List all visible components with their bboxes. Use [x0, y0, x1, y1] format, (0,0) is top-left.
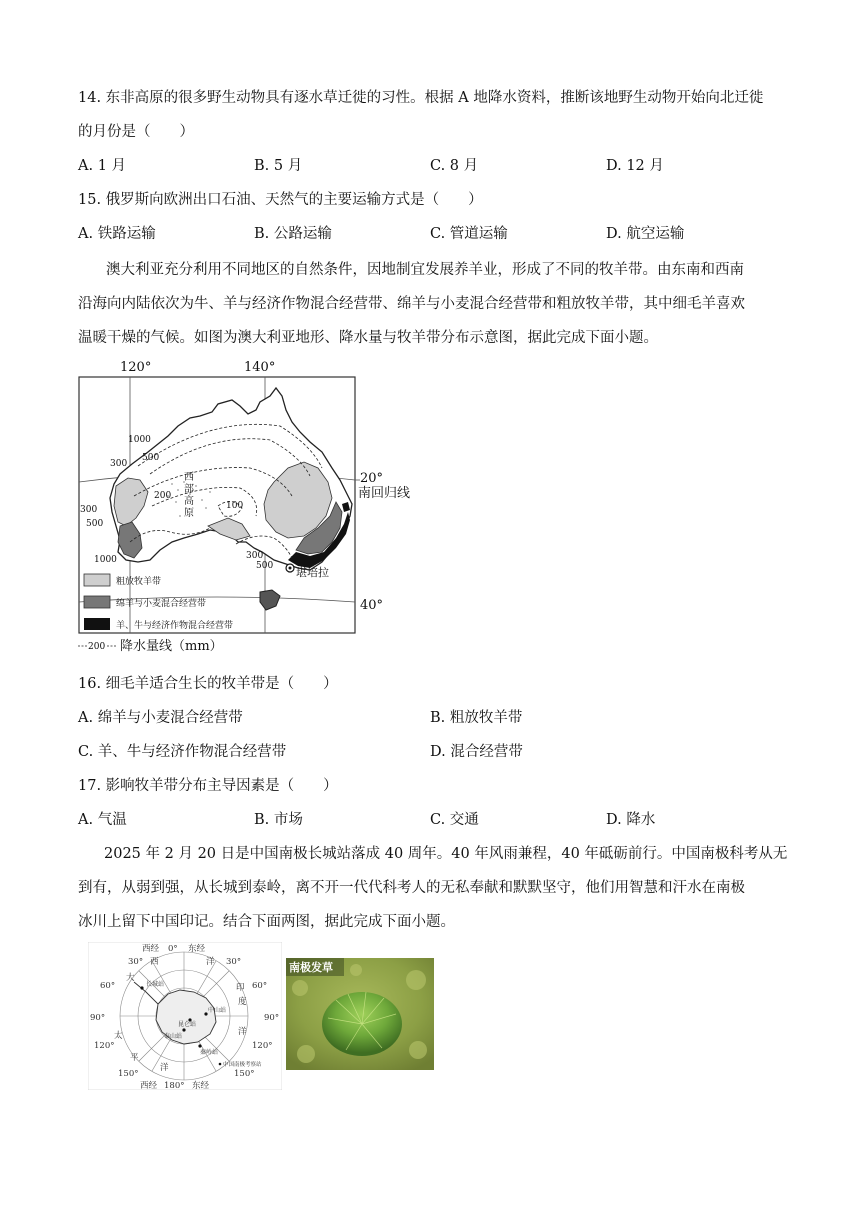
legend-sheep-wheat-label: 绵羊与小麦混合经营带 [116, 599, 207, 609]
polar-lon-label: 60° [252, 981, 268, 991]
q14-option-c[interactable]: C. 8 月 [430, 158, 479, 174]
ocean-char: 洋 [238, 1027, 247, 1037]
station-label: 泰山站 [164, 1033, 183, 1040]
legend-swatch-extensive [84, 574, 110, 586]
antarctica-polar-map [88, 942, 282, 1090]
isohyet-label: 1000 [128, 435, 151, 445]
q14-option-b[interactable]: B. 5 月 [254, 158, 303, 174]
q16-option-b[interactable]: B. 粗放牧羊带 [430, 710, 523, 726]
station-legend-label: 中国南极考察站 [223, 1062, 262, 1068]
isohyet-legend-sample: 200 [88, 642, 106, 652]
station-label: 中山站 [208, 1007, 227, 1014]
polar-lon-label: 30° [226, 957, 242, 967]
isohyet-label: 500 [142, 453, 160, 463]
polar-lon-label: 150° [234, 1069, 255, 1079]
legend-extensive-label: 粗放牧羊带 [116, 577, 162, 587]
q17-option-b[interactable]: B. 市场 [254, 812, 303, 828]
ocean-char: 洋 [160, 1063, 169, 1073]
polar-top-0: 0° [168, 944, 178, 954]
isohyet-label: 300 [246, 551, 264, 561]
legend-station-icon [219, 1063, 222, 1066]
polar-lon-label: 150° [118, 1069, 139, 1079]
polar-lon-label: 60° [100, 981, 116, 991]
lat-label-40: 40° [360, 598, 384, 613]
australia-map-figure [60, 356, 430, 656]
tropic-label: 南回归线 [358, 486, 411, 501]
ocean-char: 平 [130, 1053, 139, 1063]
q14-stem-line1: 14. 东非高原的很多野生动物具有逐水草迁徙的习性。根据 A 地降水资料，推断该地野生动物开始向北迁徙 [78, 90, 764, 106]
station-label: 昆仑站 [178, 1021, 197, 1028]
passage2-line3: 冰川上留下中国印记。结合下面两图，据此完成下面小题。 [78, 914, 455, 930]
ocean-char: 度 [238, 997, 247, 1007]
polar-lon-label: 120° [94, 1041, 115, 1051]
q15-option-d[interactable]: D. 航空运输 [606, 226, 685, 242]
passage2-line2: 到有，从弱到强，从长城到泰岭，离不开一代代科考人的无私奉献和默默坚守，他们用智慧和汗水在南极 [78, 880, 745, 896]
q14-option-a[interactable]: A. 1 月 [78, 158, 127, 174]
antarctic-grass-photo [286, 958, 434, 1070]
ocean-char: 大 [126, 973, 135, 983]
legend-swatch-sheep-cattle [84, 618, 110, 630]
q16-option-a[interactable]: A. 绵羊与小麦混合经营带 [78, 710, 243, 726]
q15-option-a[interactable]: A. 铁路运输 [78, 226, 156, 242]
lon-label-140: 140° [244, 360, 276, 375]
station-marker-icon [140, 986, 143, 989]
isohyet-legend-label: 降水量线（mm） [120, 639, 223, 654]
ocean-char: 洋 [206, 957, 215, 967]
isohyet-label: 300 [110, 459, 128, 469]
polar-lon-label: 120° [252, 1041, 273, 1051]
polar-bottom-east: 东经 [192, 1081, 210, 1090]
legend-sheep-cattle-label: 羊、牛与经济作物混合经营带 [116, 621, 234, 631]
q14-option-d[interactable]: D. 12 月 [606, 158, 664, 174]
q16-stem: 16. 细毛羊适合生长的牧羊带是（ ） [78, 676, 338, 692]
legend-swatch-sheep-wheat [84, 596, 110, 608]
polar-top-east: 东经 [188, 944, 206, 954]
polar-bottom-west: 西经 [140, 1081, 158, 1090]
plateau-label: 原 [184, 508, 194, 519]
lon-label-120: 120° [120, 360, 152, 375]
plateau-label: 高 [184, 496, 194, 507]
passage1-line2: 沿海向内陆依次为牛、羊与经济作物混合经营带、绵羊与小麦混合经营带和粗放牧羊带，其中细毛羊喜欢 [78, 296, 745, 312]
polar-lon-label: 90° [264, 1013, 280, 1023]
passage2-line1: 2025 年 2 月 20 日是中国南极长城站落成 40 周年。40 年风雨兼程，40 年砥砺前行。中国南极科考从无 [104, 846, 788, 862]
canberra-label: 堪培拉 [296, 566, 329, 579]
q16-option-d[interactable]: D. 混合经营带 [430, 744, 523, 760]
q17-stem: 17. 影响牧羊带分布主导因素是（ ） [78, 778, 338, 794]
polar-lon-label: 30° [128, 957, 144, 967]
q17-option-a[interactable]: A. 气温 [78, 812, 127, 828]
passage1-line1: 澳大利亚充分利用不同地区的自然条件，因地制宜发展养羊业，形成了不同的牧羊带。由东南和西南 [106, 262, 744, 278]
station-marker-icon [182, 1028, 185, 1031]
station-label: 秦岭站 [200, 1049, 219, 1056]
ocean-char: 太 [114, 1031, 123, 1041]
q15-option-c[interactable]: C. 管道运输 [430, 226, 508, 242]
isohyet-label: 500 [86, 519, 104, 529]
passage1-line3: 温暖干燥的气候。如图为澳大利亚地形、降水量与牧羊带分布示意图，据此完成下面小题。 [78, 330, 658, 346]
station-label: 长城站 [146, 981, 165, 988]
isohyet-label: 1000 [94, 555, 117, 565]
station-marker-icon [198, 1044, 201, 1047]
lat-label-20: 20° [360, 471, 384, 486]
q17-option-d[interactable]: D. 降水 [606, 812, 656, 828]
q14-stem-line2: 的月份是（ ） [78, 124, 194, 140]
polar-lon-label: 90° [90, 1013, 106, 1023]
q17-option-c[interactable]: C. 交通 [430, 812, 479, 828]
q15-option-b[interactable]: B. 公路运输 [254, 226, 332, 242]
plateau-label: 部 [184, 484, 194, 495]
q16-option-c[interactable]: C. 羊、牛与经济作物混合经营带 [78, 744, 287, 760]
isohyet-label: 300 [80, 505, 98, 515]
plateau-label: 西 [184, 472, 194, 483]
isohyet-label: 200 [154, 491, 172, 501]
polar-bottom-180: 180° [164, 1081, 185, 1090]
photo-caption: 南极发草 [289, 961, 333, 974]
q15-stem: 15. 俄罗斯向欧洲出口石油、天然气的主要运输方式是（ ） [78, 192, 483, 208]
ocean-char: 印 [236, 983, 245, 993]
isohyet-label: 100 [226, 501, 244, 511]
isohyet-label: 500 [256, 561, 274, 571]
polar-top-west: 西经 [142, 944, 160, 954]
ocean-char: 西 [150, 957, 159, 967]
